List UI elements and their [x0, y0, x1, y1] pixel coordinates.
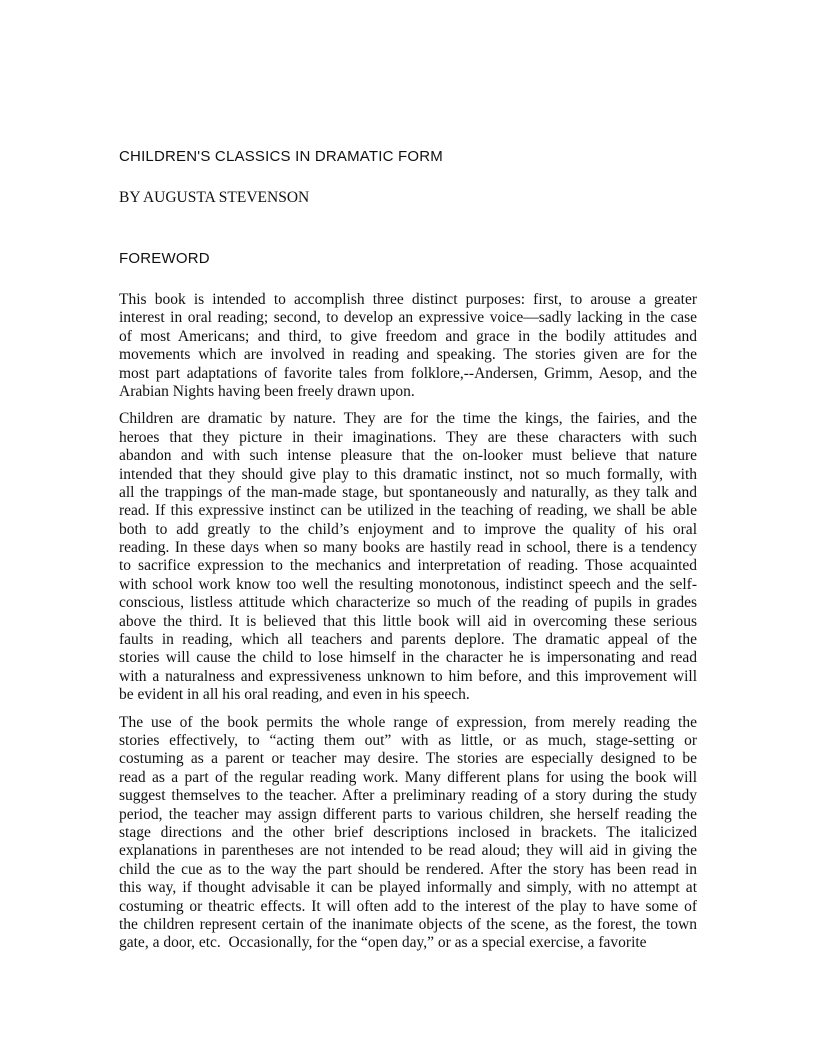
text-line: above the third. It is believed that this little book will aid in overcoming these serious	[119, 612, 697, 630]
text-line: Children are dramatic by nature. They are for the time the kings, the fairies, and the	[119, 410, 697, 428]
author-byline: BY AUGUSTA STEVENSON	[119, 189, 310, 206]
text-line: be evident in all his oral reading, and even in his speech.	[119, 686, 470, 704]
paragraph	[119, 714, 697, 953]
document-title: CHILDREN'S CLASSICS IN DRAMATIC FORM	[119, 148, 443, 165]
text-line: of most Americans; and third, to give freedom and grace in the bodily attitudes and	[119, 327, 697, 345]
text-line: abandon and with such intense pleasure that the on-looker must believe that nature	[119, 447, 697, 465]
text-line: interest in oral reading; second, to develop an expressive voice—sadly lacking in the case	[119, 309, 697, 327]
text-line: Arabian Nights having been freely drawn upon.	[119, 382, 415, 400]
text-line: movements which are involved in reading and speaking. The stories given are for the	[119, 346, 697, 364]
text-line: gate, a door, etc. Occasionally, for the “open day,” or as a special exercise, a favorite	[119, 934, 647, 952]
text-line: read. If this expressive instinct can be utilized in the teaching of reading, we shall be able	[119, 502, 697, 520]
text-line: stories will cause the child to lose himself in the character he is impersonating and read	[119, 649, 697, 667]
text-line: This book is intended to accomplish three distinct purposes: first, to arouse a greater	[119, 291, 697, 308]
text-line: the children represent certain of the inanimate objects of the scene, as the forest, the town	[119, 915, 697, 933]
text-line: costuming or theatric effects. It will often add to the interest of the play to have some of	[119, 897, 697, 915]
text-line: both to add greatly to the child’s enjoyment and to improve the quality of his oral	[119, 520, 697, 538]
page-content	[119, 148, 697, 953]
text-line: with a naturalness and expressiveness unknown to him before, and this improvement will	[119, 667, 697, 685]
text-line: stories effectively, to “acting them out” with as little, or as much, stage-setting or	[119, 731, 697, 749]
text-line: this way, if thought advisable it can be played informally and simply, with no attempt at	[119, 879, 697, 897]
text-line: suggest themselves to the teacher. After a preliminary reading of a story during the study	[119, 787, 697, 805]
text-line: stage directions and the other brief descriptions inclosed in brackets. The italicized	[119, 823, 697, 841]
text-line: to sacrifice expression to the mechanics and interpretation of reading. Those acquainted	[119, 557, 697, 575]
paragraph	[119, 410, 697, 704]
foreword-body	[119, 291, 697, 953]
text-line: with school work know too well the resulting monotonous, indistinct speech and the self-	[119, 575, 697, 593]
text-line: period, the teacher may assign different parts to various children, she herself reading the	[119, 805, 697, 823]
text-line: faults in reading, which all teachers and parents deplore. The dramatic appeal of the	[119, 631, 697, 649]
section-heading-foreword: FOREWORD	[119, 250, 210, 267]
text-line: heroes that they picture in their imaginations. They are these characters with such	[119, 428, 697, 446]
text-line: all the trappings of the man-made stage, but spontaneously and naturally, as they talk and	[119, 483, 697, 501]
text-line: most part adaptations of favorite tales from folklore,--Andersen, Grimm, Aesop, and the	[119, 364, 697, 382]
text-line: The use of the book permits the whole range of expression, from merely reading the	[119, 713, 697, 731]
text-line: conscious, listless attitude which characterize so much of the reading of pupils in grades	[119, 594, 697, 612]
text-line: child the cue as to the way the part should be rendered. After the story has been read in	[119, 860, 697, 878]
text-line: costuming as a parent or teacher may desire. The stories are especially designed to be	[119, 750, 697, 768]
text-line: intended that they should give play to this dramatic instinct, not so much formally, with	[119, 465, 697, 483]
text-line: explanations in parentheses are not intended to be read aloud; they will aid in giving the	[119, 842, 697, 860]
text-line: reading. In these days when so many books are hastily read in school, there is a tendency	[119, 539, 697, 557]
paragraph	[119, 291, 697, 401]
text-line: read as a part of the regular reading work. Many different plans for using the book will	[119, 768, 697, 786]
